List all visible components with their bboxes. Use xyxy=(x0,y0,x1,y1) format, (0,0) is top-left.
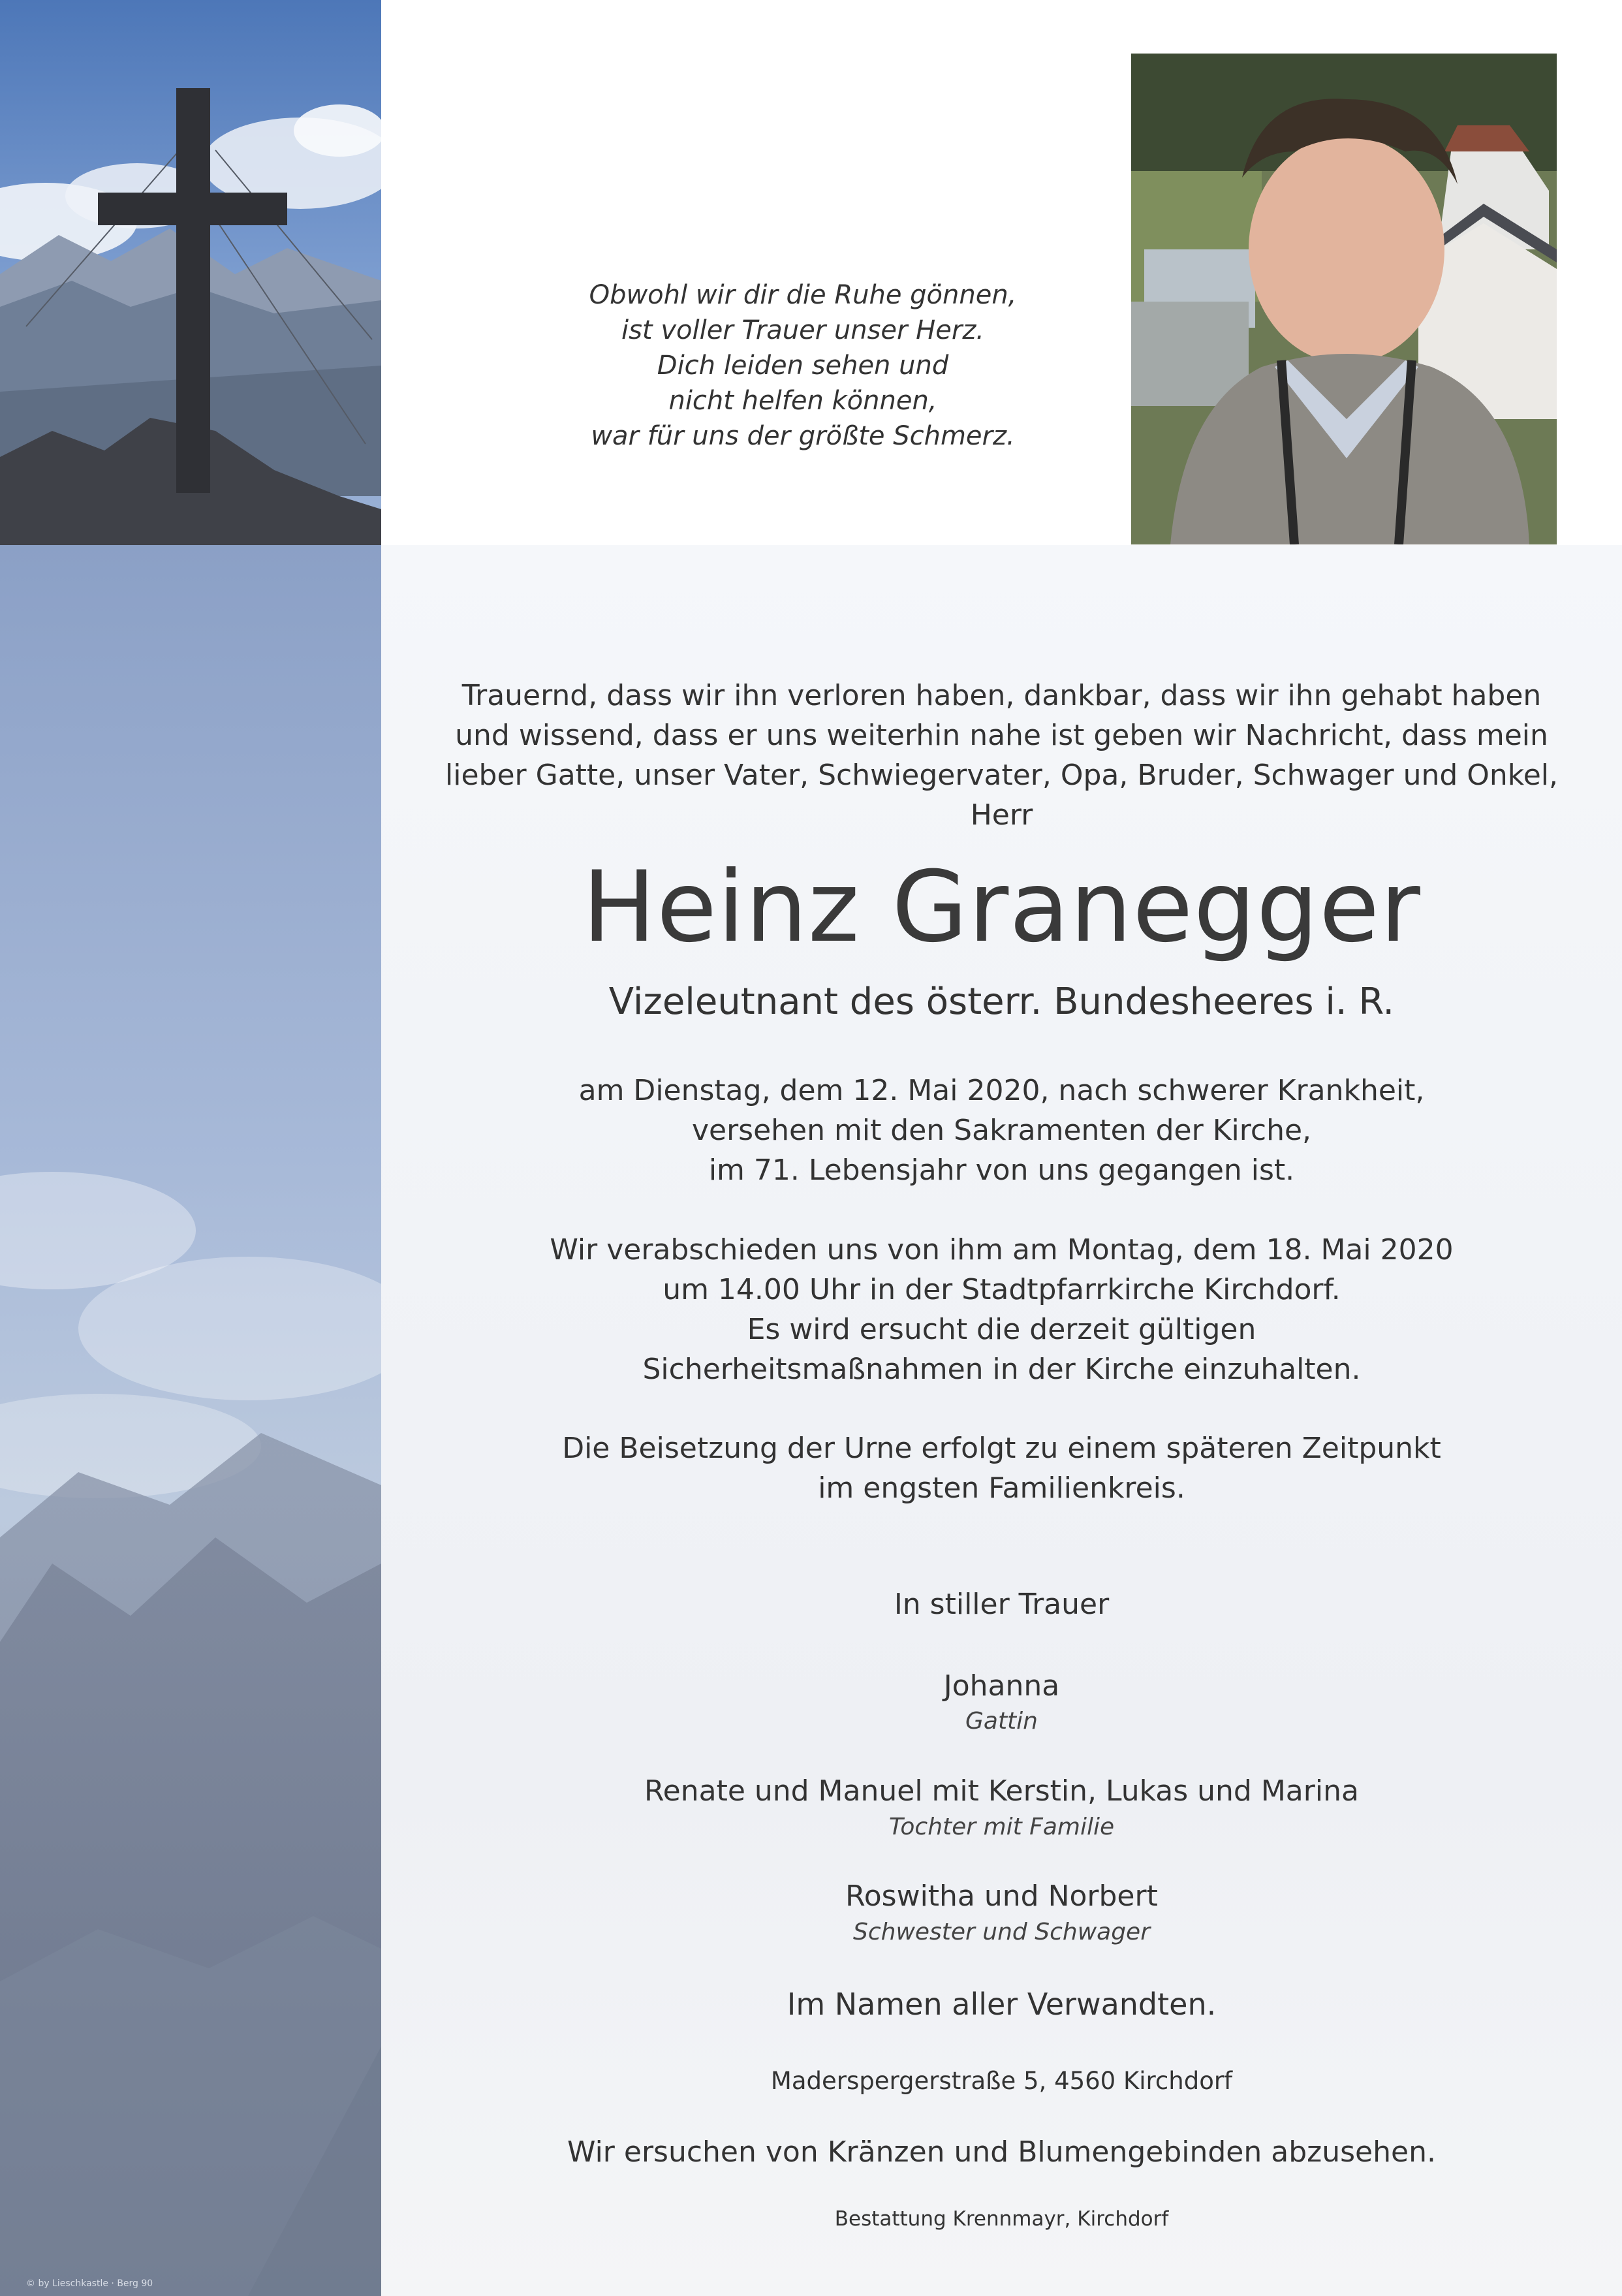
intro-line: Trauernd, dass wir ihn verloren haben, dankbar, dass wir ihn gehabt haben xyxy=(461,679,1542,712)
summit-cross-image xyxy=(0,0,381,545)
farewell-line: um 14.00 Uhr in der Stadtpfarrkirche Kirchdorf. xyxy=(663,1273,1341,1306)
poem-line: Obwohl wir dir die Ruhe gönnen, xyxy=(589,280,1017,310)
mountain-landscape-image xyxy=(0,545,381,2296)
mourner-names: Renate und Manuel mit Kerstin, Lukas und Marina xyxy=(644,1774,1359,1808)
farewell-notice xyxy=(381,1230,1622,1389)
mourner-names: Johanna xyxy=(943,1669,1060,1703)
poem-line: war für uns der größte Schmerz. xyxy=(591,421,1015,451)
death-notice-line: am Dienstag, dem 12. Mai 2020, nach schwerer Krankheit, xyxy=(578,1074,1425,1107)
mourner-relation: Tochter mit Familie xyxy=(888,1814,1115,1840)
intro-paragraph xyxy=(381,676,1622,835)
poem-line: Dich leiden sehen und xyxy=(657,351,949,381)
death-notice-line: versehen mit den Sakramenten der Kirche, xyxy=(691,1114,1312,1147)
death-notice xyxy=(381,1071,1622,1190)
flowers-request: Wir ersuchen von Kränzen und Blumengebinden abzusehen. xyxy=(567,2135,1436,2169)
burial-line: im engsten Familienkreis. xyxy=(818,1471,1185,1505)
farewell-line: Es wird ersucht die derzeit gültigen xyxy=(747,1313,1256,1346)
mourner-names: Roswitha und Norbert xyxy=(845,1879,1158,1913)
mourner-relation: Gattin xyxy=(965,1708,1038,1735)
mourners-heading: In stiller Trauer xyxy=(894,1588,1110,1621)
poem-line: ist voller Trauer unser Herz. xyxy=(621,315,985,345)
intro-line: lieber Gatte, unser Vater, Schwiegervater, Opa, Bruder, Schwager und Onkel, xyxy=(445,759,1558,792)
address: Maderspergerstraße 5, 4560 Kirchdorf xyxy=(770,2067,1233,2095)
burial-notice xyxy=(381,1428,1622,1508)
intro-line: Herr xyxy=(970,798,1033,832)
poem xyxy=(548,277,1057,454)
portrait-photo xyxy=(1131,54,1557,544)
death-notice-line: im 71. Lebensjahr von uns gegangen ist. xyxy=(708,1154,1295,1187)
deceased-name: Heinz Granegger xyxy=(582,851,1421,964)
deceased-rank: Vizeleutnant des österr. Bundesheeres i. R. xyxy=(608,981,1395,1023)
undertaker: Bestattung Krennmayr, Kirchdorf xyxy=(834,2207,1169,2231)
intro-line: und wissend, dass er uns weiterhin nahe ist geben wir Nachricht, dass mein xyxy=(455,719,1548,752)
closing-line: Im Namen aller Verwandten. xyxy=(787,1987,1217,2022)
burial-line: Die Beisetzung der Urne erfolgt zu einem späteren Zeitpunkt xyxy=(562,1432,1441,1465)
image-credit: © by Lieschkastle · Berg 90 xyxy=(26,2278,153,2289)
farewell-line: Sicherheitsmaßnahmen in der Kirche einzuhalten. xyxy=(642,1353,1361,1386)
poem-line: nicht helfen können, xyxy=(668,386,937,416)
farewell-line: Wir verabschieden uns von ihm am Montag, dem 18. Mai 2020 xyxy=(550,1233,1454,1266)
mourner-relation: Schwester und Schwager xyxy=(852,1919,1150,1945)
